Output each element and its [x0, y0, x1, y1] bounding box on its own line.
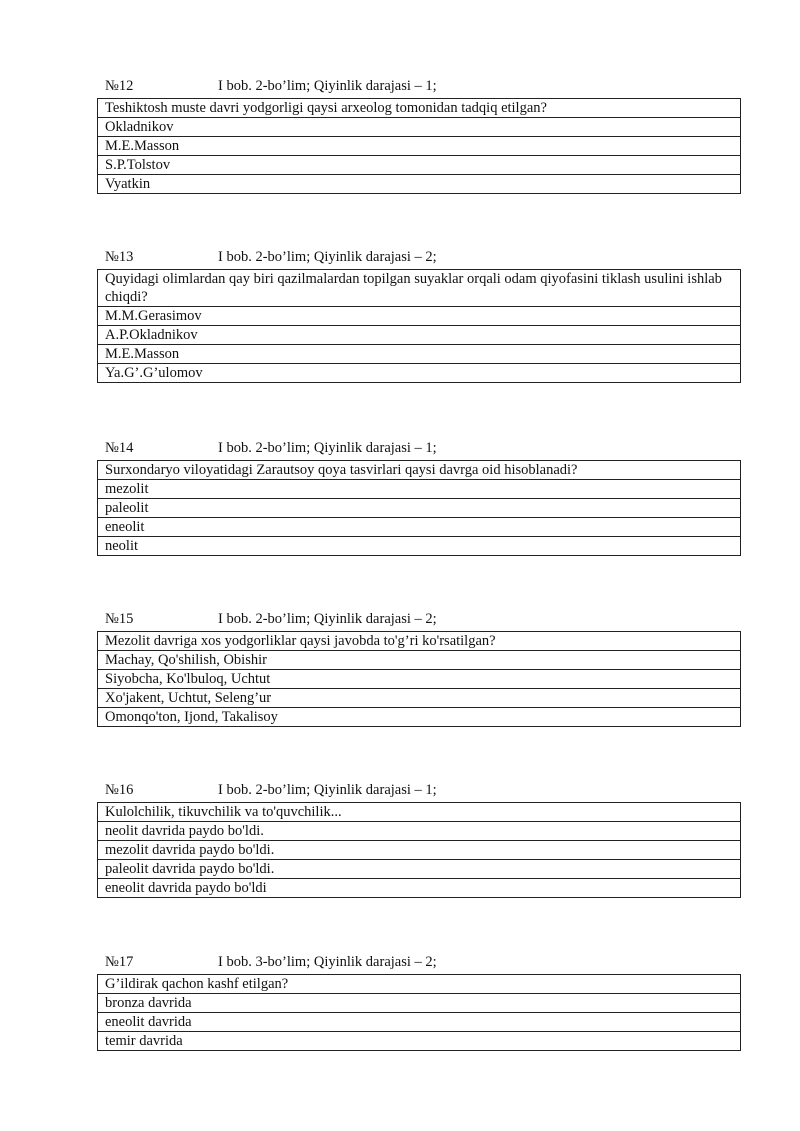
table-row [98, 994, 741, 1013]
answer-option: Machay, Qo'shilish, Obishir [98, 651, 741, 670]
table-row [98, 307, 741, 326]
table-row [98, 175, 741, 194]
table-row [98, 156, 741, 175]
table-row [98, 326, 741, 345]
question-meta: I bob. 2-bo’lim; Qiyinlik darajasi – 2; [218, 611, 437, 627]
answer-option: M.E.Masson [98, 137, 741, 156]
answer-option: Omonqo'ton, Ijond, Takalisoy [98, 708, 741, 727]
table-row [98, 137, 741, 156]
answer-option: A.P.Okladnikov [98, 326, 741, 345]
table-row [98, 480, 741, 499]
table-row [98, 518, 741, 537]
question-text: Surxondaryo viloyatidagi Zarautsoy qoya tasvirlari qaysi davrga oid hisoblanadi? [98, 461, 741, 480]
table-row [98, 270, 741, 307]
question-table [97, 974, 741, 1051]
answer-option: neolit [98, 537, 741, 556]
table-row [98, 708, 741, 727]
question-block [97, 439, 741, 556]
answer-option: paleolit davrida paydo bo'ldi. [98, 860, 741, 879]
question-block [97, 77, 741, 194]
table-row [98, 803, 741, 822]
table-row [98, 689, 741, 708]
question-number: №14 [105, 440, 134, 456]
question-number: №13 [105, 249, 134, 265]
question-meta: I bob. 3-bo’lim; Qiyinlik darajasi – 2; [218, 954, 437, 970]
question-number: №15 [105, 611, 134, 627]
question-header [97, 610, 741, 628]
question-meta: I bob. 2-bo’lim; Qiyinlik darajasi – 1; [218, 782, 437, 798]
answer-option: paleolit [98, 499, 741, 518]
answer-option: Xo'jakent, Uchtut, Seleng’ur [98, 689, 741, 708]
question-number: №17 [105, 954, 134, 970]
question-block [97, 610, 741, 727]
question-header [97, 248, 741, 266]
answer-option: mezolit [98, 480, 741, 499]
question-header [97, 781, 741, 799]
question-block [97, 953, 741, 1051]
question-table [97, 269, 741, 383]
question-meta: I bob. 2-bo’lim; Qiyinlik darajasi – 1; [218, 440, 437, 456]
table-row [98, 841, 741, 860]
question-number: №12 [105, 78, 134, 94]
question-table [97, 631, 741, 727]
answer-option: temir davrida [98, 1032, 741, 1051]
table-row [98, 822, 741, 841]
question-table [97, 98, 741, 194]
question-text: Quyidagi olimlardan qay biri qazilmalardan topilgan suyaklar orqali odam qiyofasini tiklash usulini ishlab chiqdi? [98, 270, 741, 307]
answer-option: M.M.Gerasimov [98, 307, 741, 326]
question-text: Mezolit davriga xos yodgorliklar qaysi javobda to'g’ri ko'rsatilgan? [98, 632, 741, 651]
answer-option: neolit davrida paydo bo'ldi. [98, 822, 741, 841]
answer-option: eneolit davrida [98, 1013, 741, 1032]
question-text: Teshiktosh muste davri yodgorligi qaysi arxeolog tomonidan tadqiq etilgan? [98, 99, 741, 118]
table-row [98, 632, 741, 651]
answer-option: S.P.Tolstov [98, 156, 741, 175]
answer-option: M.E.Masson [98, 345, 741, 364]
answer-option: Siyobcha, Ko'lbuloq, Uchtut [98, 670, 741, 689]
question-meta: I bob. 2-bo’lim; Qiyinlik darajasi – 2; [218, 249, 437, 265]
table-row [98, 651, 741, 670]
table-row [98, 670, 741, 689]
answer-option: Vyatkin [98, 175, 741, 194]
answer-option: bronza davrida [98, 994, 741, 1013]
table-row [98, 499, 741, 518]
question-header [97, 439, 741, 457]
question-header [97, 77, 741, 95]
table-row [98, 461, 741, 480]
question-text: G’ildirak qachon kashf etilgan? [98, 975, 741, 994]
question-block [97, 781, 741, 898]
question-meta: I bob. 2-bo’lim; Qiyinlik darajasi – 1; [218, 78, 437, 94]
question-text: Kulolchilik, tikuvchilik va to'quvchilik... [98, 803, 741, 822]
table-row [98, 99, 741, 118]
question-block [97, 248, 741, 383]
answer-option: mezolit davrida paydo bo'ldi. [98, 841, 741, 860]
table-row [98, 118, 741, 137]
answer-option: eneolit [98, 518, 741, 537]
table-row [98, 879, 741, 898]
question-table [97, 460, 741, 556]
table-row [98, 860, 741, 879]
table-row [98, 975, 741, 994]
question-number: №16 [105, 782, 134, 798]
table-row [98, 1032, 741, 1051]
table-row [98, 537, 741, 556]
question-header [97, 953, 741, 971]
question-table [97, 802, 741, 898]
answer-option: Okladnikov [98, 118, 741, 137]
table-row [98, 1013, 741, 1032]
answer-option: Ya.G’.G’ulomov [98, 364, 741, 383]
table-row [98, 345, 741, 364]
answer-option: eneolit davrida paydo bo'ldi [98, 879, 741, 898]
table-row [98, 364, 741, 383]
